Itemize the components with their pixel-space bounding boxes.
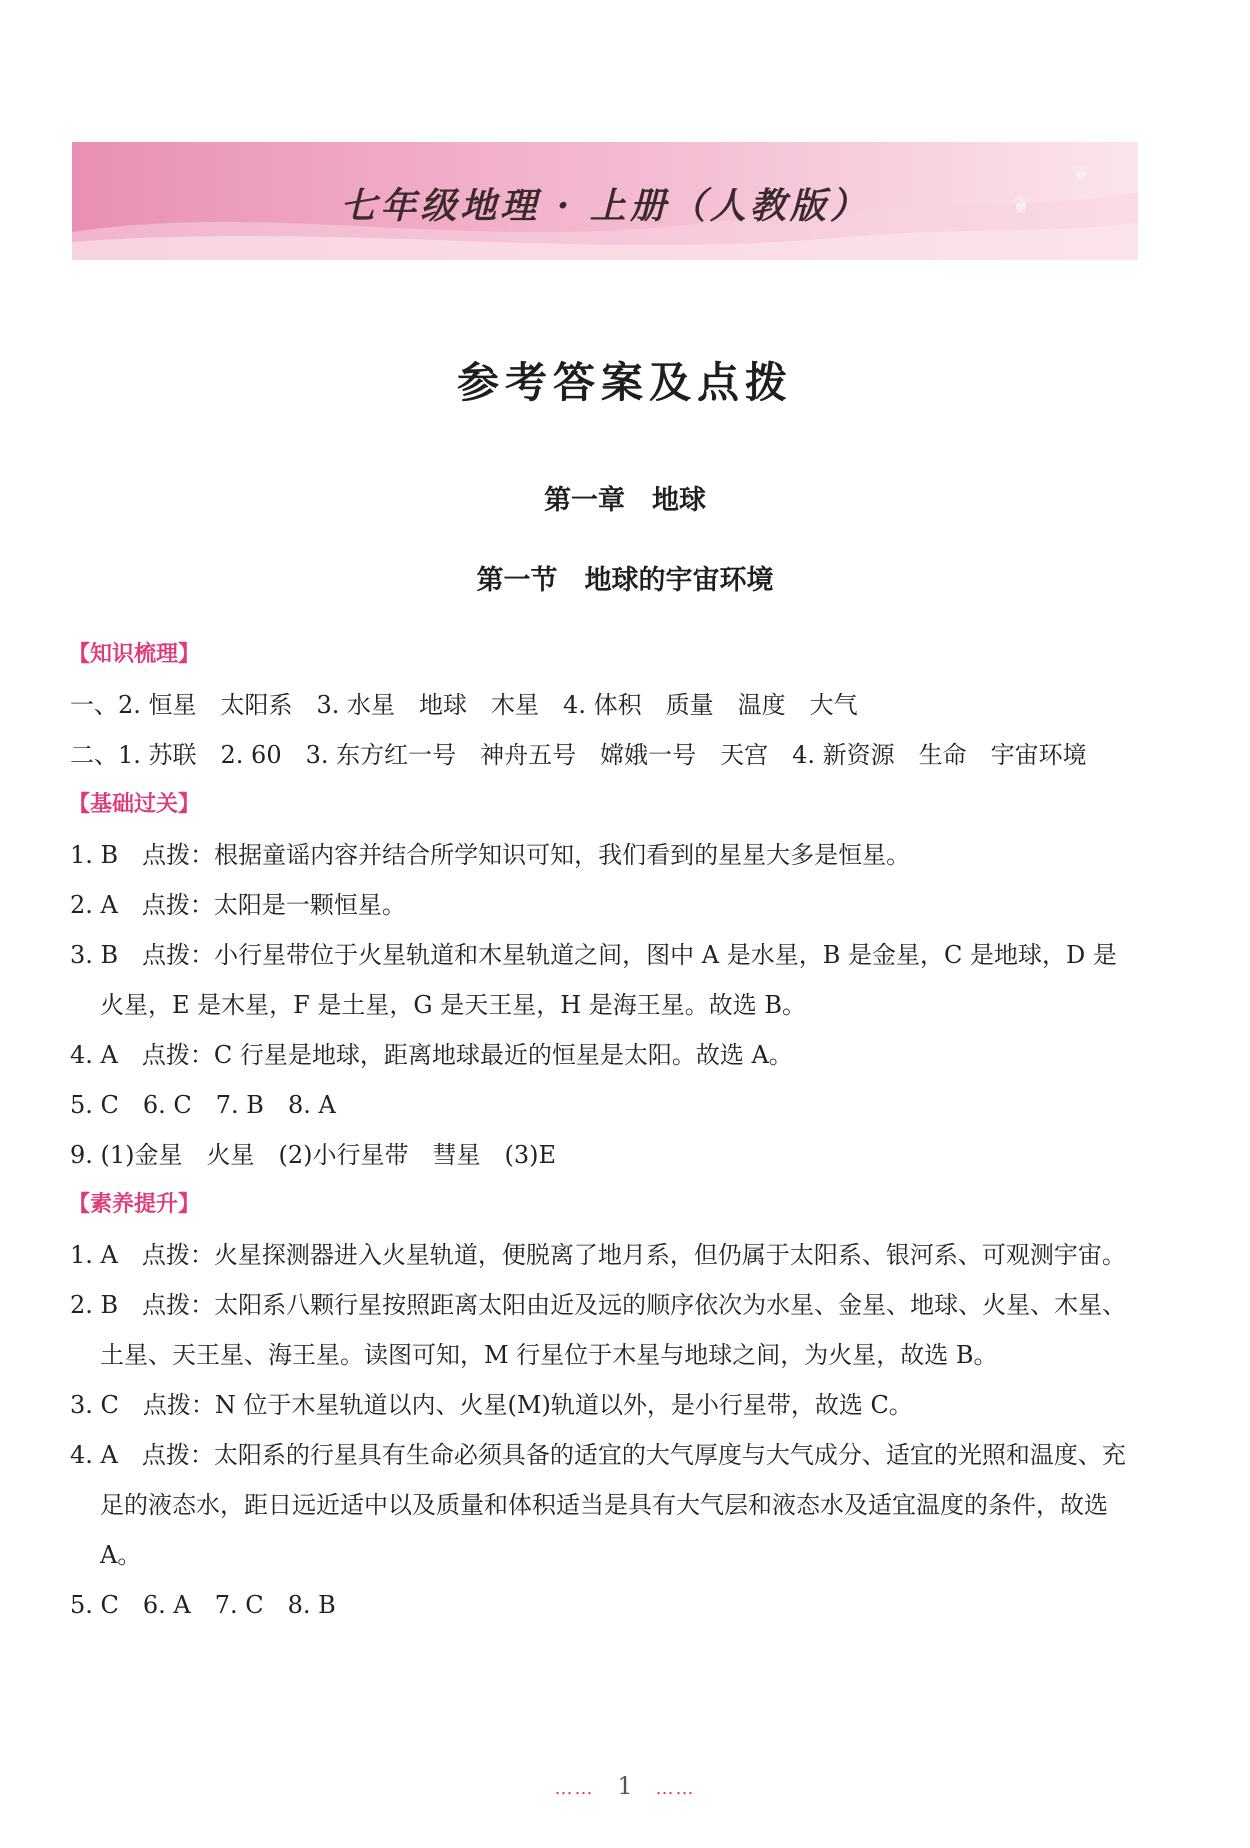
answer-line: 4. A 点拨：C 行星是地球，距离地球最近的恒星是太阳。故选 A。 [70, 1041, 793, 1069]
answer-line: 9. (1)金星 火星 (2)小行星带 彗星 (3)E [70, 1141, 557, 1169]
header-banner [72, 142, 1138, 260]
block-basic [70, 780, 1140, 1180]
answer-line: 1. A 点拨：火星探测器进入火星轨道，便脱离了地月系，但仍属于太阳系、银河系、可观测宇宙。 [70, 1241, 1126, 1269]
block-advanced [70, 1180, 1140, 1630]
tag-basic: 【基础过关】 [68, 792, 201, 817]
banner-title: 七年级地理 · 上册（人教版） [340, 185, 870, 227]
answer-line: 5. C 6. C 7. B 8. A [70, 1091, 336, 1119]
document-title: 参考答案及点拨 [456, 358, 793, 407]
answer-line: 二、1. 苏联 2. 60 3. 东方红一号 神舟五号 嫦娥一号 天宫 4. 新资源 生命 宇宙环境 [70, 741, 1087, 769]
butterfly-icon: ❦ [1072, 162, 1091, 187]
answer-line: 5. C 6. A 7. C 8. B [70, 1591, 336, 1619]
section-heading: 第一节 地球的宇宙环境 [476, 565, 774, 596]
block-knowledge [70, 630, 1140, 780]
answer-line: 4. A 点拨：太阳系的行星具有生命必须具备的适宜的大气厚度与大气成分、适宜的光照和温度、充足的液态水，距日远近适中以及质量和体积适当是具有大气层和液态水及适宜温度的条件，故选 A。 [70, 1441, 1126, 1569]
answer-line: 1. B 点拨：根据童谣内容并结合所学知识可知，我们看到的星星大多是恒星。 [70, 841, 911, 869]
answer-line: 2. B 点拨：太阳系八颗行星按照距离太阳由近及远的顺序依次为水星、金星、地球、火星、木星、土星、天王星、海王星。读图可知，M 行星位于木星与地球之间，为火星，故选 B。 [70, 1291, 1127, 1369]
answer-line: 3. B 点拨：小行星带位于火星轨道和木星轨道之间，图中 A 是水星，B 是金星，C 是地球，D 是火星，E 是木星，F 是土星，G 是天王星，H 是海王星。故选 B。 [70, 941, 1117, 1019]
butterfly-icon: ❦ [1012, 194, 1031, 219]
page-number: 1 [617, 1772, 633, 1800]
tag-knowledge: 【知识梳理】 [68, 642, 201, 667]
answer-content [70, 630, 1140, 1630]
tag-advanced: 【素养提升】 [68, 1192, 201, 1217]
answer-line: 一、2. 恒星 太阳系 3. 水星 地球 木星 4. 体积 质量 温度 大气 [70, 691, 858, 719]
footer-dots-left: …… [554, 1778, 595, 1799]
page-footer [0, 1772, 1250, 1800]
answer-line: 3. C 点拨：N 位于木星轨道以内、火星(M)轨道以外，是小行星带，故选 C。 [70, 1391, 913, 1419]
chapter-heading: 第一章 地球 [544, 485, 706, 516]
answer-line: 2. A 点拨：太阳是一颗恒星。 [70, 891, 406, 919]
footer-dots-right: …… [655, 1778, 696, 1799]
